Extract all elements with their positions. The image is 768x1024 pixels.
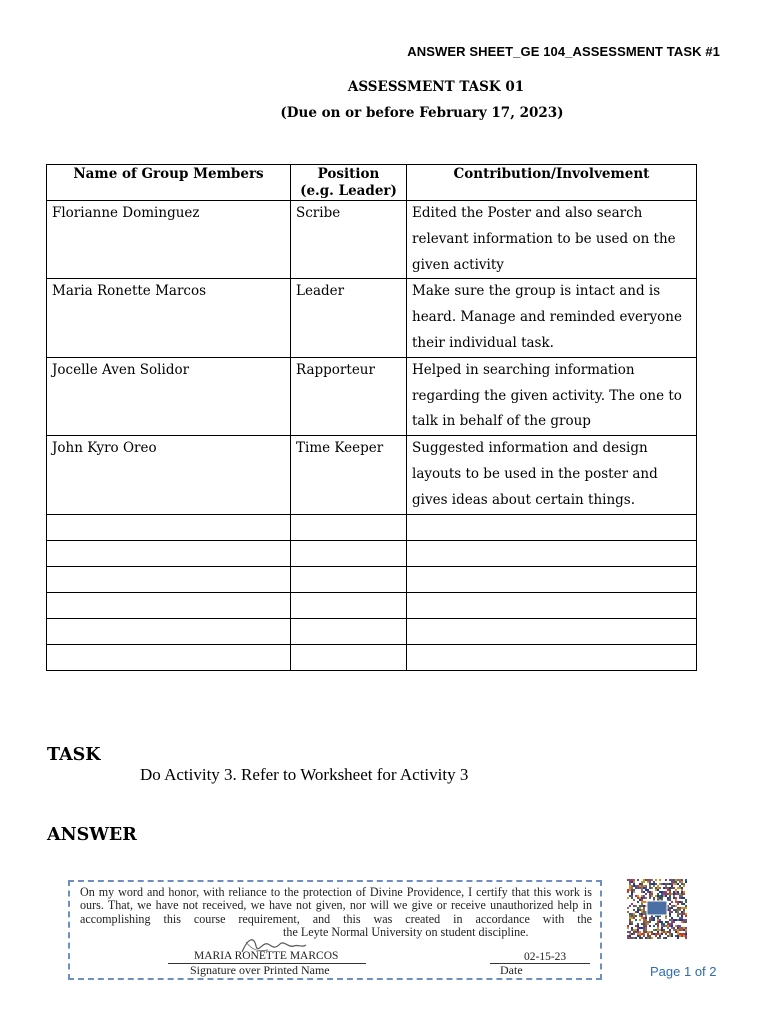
member-position: Time Keeper xyxy=(291,436,407,514)
empty-table-row xyxy=(47,540,697,566)
empty-cell xyxy=(291,566,407,592)
qr-code-icon xyxy=(627,879,687,939)
table-row xyxy=(47,436,697,514)
group-members-table xyxy=(46,164,697,671)
empty-cell xyxy=(407,540,697,566)
empty-table-row xyxy=(47,514,697,540)
empty-cell xyxy=(291,540,407,566)
member-position: Scribe xyxy=(291,201,407,279)
member-name: Florianne Dominguez xyxy=(47,201,291,279)
empty-table-row xyxy=(47,644,697,670)
table-row xyxy=(47,279,697,357)
empty-cell xyxy=(291,592,407,618)
printed-name: MARIA RONETTE MARCOS xyxy=(194,950,339,962)
member-position: Rapporteur xyxy=(291,357,407,435)
honor-statement-text: On my word and honor, with reliance to the protection of Divine Providence, I certify that this work is ours. That, we have not received, we have not given, nor will we give or receive unauthorized help in accomplishing this course requirement, and this was created in accordance with the the Leyte Normal University on student discipline. xyxy=(80,885,592,939)
empty-cell xyxy=(407,566,697,592)
signature-caption: Signature over Printed Name xyxy=(190,963,330,977)
empty-cell xyxy=(47,540,291,566)
header-position: Position (e.g. Leader) xyxy=(291,165,407,201)
empty-cell xyxy=(291,514,407,540)
answer-heading: ANSWER xyxy=(47,825,137,845)
header-name: Name of Group Members xyxy=(47,165,291,201)
header-contribution: Contribution/Involvement xyxy=(407,165,697,201)
empty-cell xyxy=(291,644,407,670)
member-contribution: Make sure the group is intact and is heard. Manage and reminded everyone their individual task. xyxy=(407,279,697,357)
date-caption: Date xyxy=(500,963,523,977)
empty-cell xyxy=(407,592,697,618)
empty-cell xyxy=(47,644,291,670)
table-row xyxy=(47,357,697,435)
member-contribution: Suggested information and design layouts to be used in the poster and gives ideas about certain things. xyxy=(407,436,697,514)
task-heading: TASK xyxy=(47,745,101,765)
assessment-title: ASSESSMENT TASK 01 xyxy=(347,79,525,95)
task-instruction: Do Activity 3. Refer to Worksheet for Activity 3 xyxy=(140,765,469,784)
member-position: Leader xyxy=(291,279,407,357)
page-number: Page 1 of 2 xyxy=(650,964,717,979)
member-contribution: Edited the Poster and also search relevant information to be used on the given activity xyxy=(407,201,697,279)
empty-cell xyxy=(47,592,291,618)
member-name: Jocelle Aven Solidor xyxy=(47,357,291,435)
table-header-row xyxy=(47,165,697,201)
empty-cell xyxy=(407,618,697,644)
empty-cell xyxy=(47,514,291,540)
table-row xyxy=(47,201,697,279)
member-name: John Kyro Oreo xyxy=(47,436,291,514)
member-contribution: Helped in searching information regarding the given activity. The one to talk in behalf of the group xyxy=(407,357,697,435)
empty-cell xyxy=(47,566,291,592)
empty-cell xyxy=(407,514,697,540)
due-date-subtitle: (Due on or before February 17, 2023) xyxy=(280,105,564,121)
signature-date: 02-15-23 xyxy=(524,951,567,963)
empty-table-row xyxy=(47,592,697,618)
empty-table-row xyxy=(47,618,697,644)
empty-cell xyxy=(407,644,697,670)
honor-statement-box xyxy=(68,880,602,980)
empty-cell xyxy=(291,618,407,644)
document-header: ANSWER SHEET_GE 104_ASSESSMENT TASK #1 xyxy=(407,44,720,59)
member-name: Maria Ronette Marcos xyxy=(47,279,291,357)
empty-cell xyxy=(47,618,291,644)
empty-table-row xyxy=(47,566,697,592)
